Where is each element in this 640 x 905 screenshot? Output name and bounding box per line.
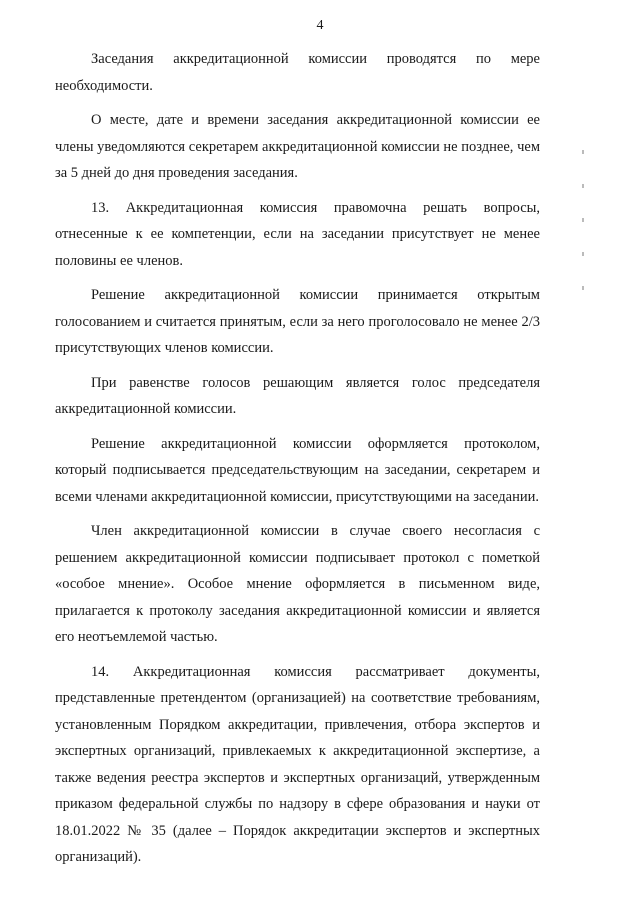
paragraph-13-quorum: 13. Аккредитационная комиссия правомочна решать вопросы, отнесенные к ее компетенции, если на заседании присутствует не менее половины ее членов. xyxy=(55,199,540,269)
paragraph-dissenting-opinion: Член аккредитационной комиссии в случае своего несогласия с решением аккредитационной комиссии подписывает протокол с пометкой «особое мнение». Особое мнение оформляется в письменном виде, прилагается к протоколу заседания аккредитационной комиссии и является его неотъемлемой частью. xyxy=(55,523,540,645)
paragraph-meeting-notification: О месте, дате и времени заседания аккредитационной комиссии ее члены уведомляются секретарем аккредитационной комиссии не позднее, чем за 5 дней до дня проведения заседания. xyxy=(55,112,540,181)
paragraph-14-document-review: 14. Аккредитационная комиссия рассматривает документы, представленные претендентом (организацией) на соответствие требованиям, установленным Порядком аккредитации, привлечения, отбора экспертов и экспертных организаций, привлекаемых к аккредитационной экспертизе, а также ведения реестра экспертов и экспертных организаций, утвержденным приказом федеральной службы по надзору в сфере образования и науки от 18.01.2022 № 35 (далее – Порядок аккредитации экспертов и экспертных организаций). xyxy=(55,663,540,865)
document-body xyxy=(55,46,540,879)
paragraph-decision-voting: Решение аккредитационной комиссии принимается открытым голосованием и считается принятым, если за него проголосовало не менее 2/3 присутствующих членов комиссии. xyxy=(55,287,540,356)
paragraph-tie-vote: При равенстве голосов решающим является голос председателя аккредитационной комиссии. xyxy=(55,374,540,417)
scan-artifact-marks xyxy=(582,150,584,350)
paragraph-meetings-frequency: Заседания аккредитационной комиссии проводятся по мере необходимости. xyxy=(55,51,540,94)
page-number: 4 xyxy=(316,18,324,33)
paragraph-protocol: Решение аккредитационной комиссии оформляется протоколом, который подписывается председательствующим на заседании, секретарем и всеми членами аккредитационной комиссии, присутствующими на заседании. xyxy=(55,435,540,505)
